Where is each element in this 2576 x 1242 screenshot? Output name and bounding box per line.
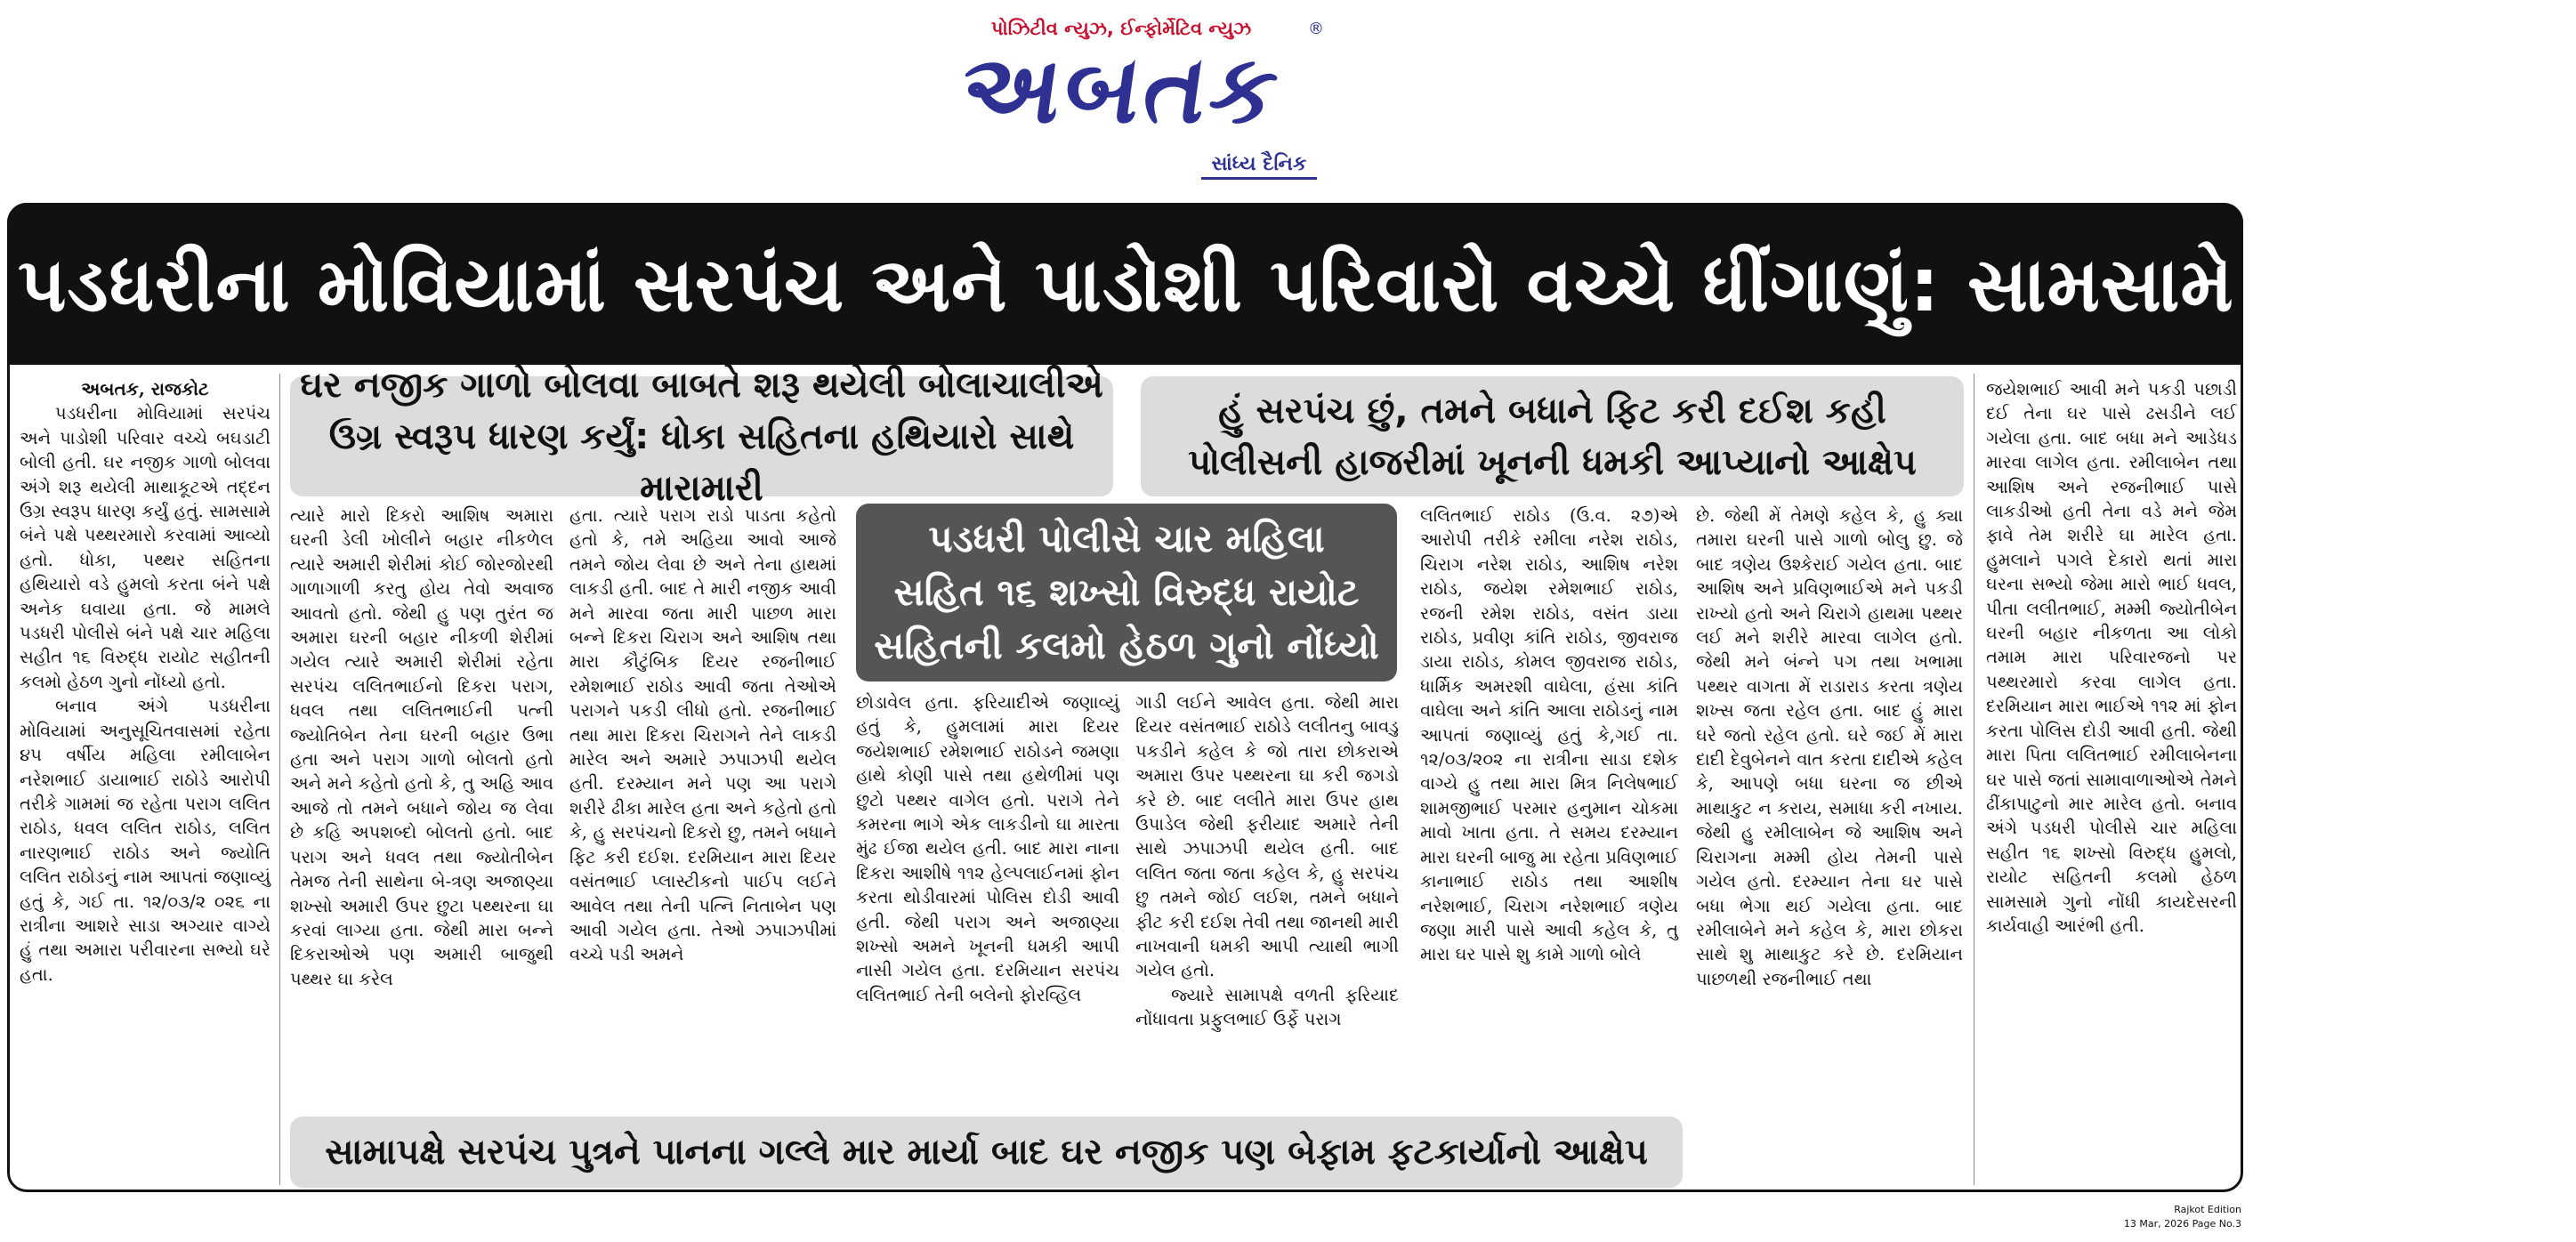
article-column-3	[569, 504, 836, 1112]
newspaper-logo: અબતક	[954, 35, 1288, 144]
subheadline-right-line2: પોલીસની હાજરીમાં ખૂનની ધમકી આપ્યાનો આક્ષેપ	[1188, 441, 1917, 483]
subheadline-bottom	[290, 1117, 1683, 1188]
highlight-box-line3: સહિતની કલમો હેઠળ ગુનો નોંધ્યો	[874, 624, 1379, 667]
subheadline-left-line1: ઘર નજીક ગાળો બોલવા બાબતે શરૂ થયેલી બોલાચાલીએ	[300, 364, 1103, 406]
article-column-1	[20, 377, 271, 1189]
article-column-5	[1135, 690, 1399, 1112]
masthead-tagline: પોઝિટીવ ન્યુઝ, ઈન્ફોર્મેટિવ ન્યુઝ	[990, 18, 1252, 39]
article-paragraph: પડધરીના મોવિયામાં સરપંચ અને પાડોશી પરિવાર વચ્ચે બઘડાટી બોલી હતી. ઘર નજીક ગાળો બોલવા અંગે શરૂ થયેલી માથાકૂટએ તદ્દન ઉગ્ર સ્વરૂપ ધારણ કર્યું હતું. સામસામે બંને પક્ષે પથ્થરમારો કરવામાં આવ્યો હતો. ધોકા, પથ્થર સહિતના હથિયારો વડે હુમલો કરતા બંને પક્ષે અનેક ઘવાયા હતા. જે મામલે પડધરી પોલીસે બંને પક્ષે ચાર મહિલા સહીત ૧૬ વિરુદ્ધ રાયોટ સહીતની કલમો હેઠળ ગુનો નોંધ્યો હતો.	[20, 403, 271, 692]
article-paragraph: હતા. ત્યારે પરાગ રાડો પાડતા કહેતો હતો કે, તમે અહિયા આવો આજે તમને જોય લેવા છે અને તેના હાથમાં લાકડી હતી. બાદ તે મારી નજીક આવી મને મારવા જતા મારી પાછળ મારા બન્ને દિકરા ચિરાગ અને આશિષ તથા મારા કૌટુંબિક દિયર રજનીભાઈ રમેશભાઈ રાઠોડ આવી જતા તેઓએ પરાગને પકડી લીધો હતો. રજનીભાઈ તથા મારા દિકરા ચિરાગને તેને લાકડી મારેલ અને અમારે ઝપાઝપી થયેલ હતી. દરમ્યાન મને પણ આ પરાગે શરીરે ઢીકા મારેલ હતા અને કહેતો હતો કે, હુ સરપંચનો દિકરો છુ, તમને બધાને ફિટ કરી દઈશ. દરમિયાન મારા દિયર વસંતભાઈ પ્લાસ્ટીકનો પાઈપ લઈને આવેલ તથા તેની પત્નિ નિતાબેન પણ આવી ગયેલ હતા. તેઓ ઝપાઝપીમાં વચ્ચે પડી અમને	[569, 505, 836, 965]
subheadline-left-line2: ઉગ્ર સ્વરૂપ ધારણ કર્યું: ધોકા સહિતના હથિયારો સાથે મારામારી	[328, 415, 1075, 509]
masthead	[0, 0, 2252, 196]
column-rule	[279, 374, 280, 1185]
subheadline-bottom-text: સામાપક્ષે સરપંચ પુત્રને પાનના ગલ્લે માર માર્યા બાદ ઘર નજીક પણ બેફામ ફટકાર્યાનો આક્ષેપ	[325, 1132, 1648, 1173]
article-column-6	[1420, 504, 1678, 1112]
article-paragraph: છોડાવેલ હતા. ફરિયાદીએ જણાવ્યું હતું કે, હુમલામાં મારા દિયર જયેશભાઈ રમેશભાઈ રાઠોડને જમણા હાથે કોણી પાસે તથા હથેળીમાં પણ છુટો પથ્થર વાગેલ હતો. પરાગે તેને કમરના ભાગે એક લાકડીનો ઘા મારતા મુંઢ ઈજા થયેલ હતી. બાદ મારા નાના દિકરા આશીષે ૧૧૨ હેલ્પલાઈનમાં ફોન કરતા થોડીવારમાં પોલિસ દોડી આવી હતી. જેથી પરાગ અને અજાણ્યા શખ્સો અમને ખૂનની ધમકી આપી નાસી ગયેલ હતા. દરમિયાન સરપંચ લલિતભાઈ તેની બલેનો ફોરવ્હિલ	[856, 692, 1119, 1005]
article-paragraph: જ્યારે સામાપક્ષે વળતી ફરિયાદ નોંધાવતા પ્રફુલભાઈ ઉર્ફે પરાગ	[1135, 984, 1399, 1030]
article-paragraph: બનાવ અંગે પડધરીના મોવિયામાં અનુસૂચિતવાસમાં રહેતા ૪૫ વર્ષીય મહિલા રમીલાબેન નરેશભાઈ ડાયાભાઈ રાઠોડે આરોપી તરીકે ગામમાં જ રહેતા પરાગ લલિત રાઠોડ, ધવલ લલિત રાઠોડ, લલિત નારણભાઈ રાઠોડ અને જ્યોતિ લલિત રાઠોડનું નામ આપતાં જણાવ્યું હતું કે, ગઈ તા. ૧૨/૦૩/૨ ૦૨૬ ના રાત્રીના આશરે સાડા અગ્યાર વાગ્યે હું તથા અમારા પરીવારના સભ્યો ઘરે હતા.	[20, 696, 271, 985]
subheadline-right-line1: હું સરપંચ છું, તમને બધાને ફિટ કરી દઈશ કહી	[1218, 390, 1886, 431]
highlight-box-line2: સહિત ૧૬ શખ્સો વિરુદ્ધ રાયોટ	[893, 570, 1360, 614]
edition-type-label: સાંધ્ય દૈનિક	[1201, 153, 1317, 180]
main-headline: પડધરીના મોવિયામાં સરપંચ અને પાડોશી પરિવારો વચ્ચે ધીંગાણું: સામસામે પથ્થરમારો	[18, 241, 2576, 328]
article-paragraph: છે. જેથી મેં તેમણે કહેલ કે, હુ ક્યા તમારા ઘરની પાસે ગાળો બોલુ છુ. જે બાદ ત્રણેય ઉશ્કેરાઈ ગયેલ હતા. બાદ આશિષ અને પ્રવિણભાઈએ મને પકડી રાખ્યો હતો અને ચિરાગે હાથમા પથ્થર લઈ મને શરીરે મારવા લાગેલ હતો. જેથી મને બંન્ને પગ તથા ખભામા પથ્થર વાગતા મેં રાડારાડ કરતા ત્રણેય શખ્સ જતા રહેલ હતા. બાદ હું મારા ઘરે જતો રહેલ હતો. ઘરે જઈ મેં મારા દાદી દેવુબેનને વાત કરતા દાદીએ કહેલ કે, આપણે બધા ઘરના જ છીએ માથાકુટ ન કરાય, સમાધા કરી નખાય. જેથી હુ રમીલાબેન જે આશિષ અને ચિરાગના મમ્મી હોય તેમની પાસે ગયેલ હતો. દરમ્યાન તેના ઘર પાસે બધા ભેગા થઈ ગયેલા હતા. બાદ રમીલાબેને મને કહેલ કે, મારા છોકરા સાથે શુ માથાકુટ કરે છે. દરમિયાન પાછળથી રજનીભાઈ તથા	[1696, 505, 1963, 989]
date-page-label: 13 Mar, 2026 Page No.3	[2123, 1218, 2241, 1230]
article-column-4	[856, 690, 1119, 1112]
article-paragraph: ગાડી લઈને આવેલ હતા. જેથી મારા દિયર વસંતભાઈ રાઠોડે લલીતનુ બાવડુ પકડીને કહેલ કે જો તારા છોકરાએ અમારા ઉપર પથ્થરના ઘા કરી જગડો કરે છે. બાદ લલીતે મારા ઉપર હાથ ઉપાડેલ જેથી ફરીયાદ અમારે તેની સાથે ઝપાઝપી થયેલ હતી. બાદ લલિત જતા જતા કહેલ કે, હુ સરપંચ છુ તમને જોઈ લઈશ, તમને બધાને ફીટ કરી દઈશ તેવી તથા જાનથી મારી નાખવાની ધમકી આપી ત્યાથી ભાગી ગયેલ હતો.	[1135, 692, 1399, 981]
article-column-2	[290, 504, 553, 1112]
subheadline-left	[290, 364, 1113, 509]
registered-mark: ®	[1308, 20, 1324, 38]
highlight-box-line1: પડધરી પોલીસે ચાર મહિલા	[928, 517, 1325, 561]
page-folio	[2124, 1203, 2241, 1231]
article-paragraph: ત્યારે મારો દિકરો આશિષ અમારા ઘરની ડેલી ખોલીને બહાર નીકળેલ ત્યારે અમારી શેરીમાં કોઈ જોરજોરથી ગાળાગાળી કરતુ હોય તેવો અવાજ આવતો હતો. જેથી હુ પણ તુરંત જ અમારા ઘરની બહાર નીકળી શેરીમાં ગયેલ ત્યારે અમારી શેરીમાં રહેતા સરપંચ લલિતભાઈનો દિકરા પરાગ, ધવલ તથા લલિતભાઈની પત્ની જ્યોતિબેન તેના ઘરની બહાર ઉભા હતા અને પરાગ ગાળો બોલતો હતો અને મને કહેતો હતો કે, તુ અહિ આવ આજે તો તમને બધાને જોય જ લેવા છે કહિ અપશબ્દો બોલતો હતો. બાદ પરાગ અને ધવલ તથા જ્યોતીબેન તેમજ તેની સાથેના બે-ત્રણ અજાણ્યા શખ્સો અમારી ઉપર છુટા પથ્થરના ઘા કરવાં લાગ્યા હતા. જેથી મારા બન્ને દિકરાઓએ પણ અમારી બાજુથી પથ્થર ઘા કરેલ	[290, 505, 553, 989]
article-column-7	[1696, 504, 1963, 1112]
article-column-8	[1986, 377, 2237, 1189]
dateline: અબતક, રાજકોટ	[81, 378, 209, 399]
subheadline-right	[1141, 376, 1964, 496]
highlight-box	[856, 504, 1397, 681]
article-paragraph: લલિતભાઈ રાઠોડ (ઉ.વ. ૨૭)એ આરોપી તરીકે રમીલા નરેશ રાઠોડ, ચિરાગ નરેશ રાઠોડ, આશિષ નરેશ રાઠોડ, જયેશ રમેશભાઈ રાઠોડ, રજની રમેશ રાઠોડ, વસંત ડાયા રાઠોડ, પ્રવીણ કાંતિ રાઠોડ, જીવરાજ ડાયા રાઠોડ, કોમલ જીવરાજ રાઠોડ, ધાર્મિક અમરશી વાઘેલા, હંસા કાંતિ વાઘેલા અને કાંતિ આલા રાઠોડનું નામ આપતાં જણાવ્યું હતું કે,ગઈ તા. ૧૨/૦૩/૨૦૨ ના રાત્રીના સાડા દશેક વાગ્યે હુ તથા મારા મિત્ર નિલેષભાઈ શામજીભાઈ પરમાર હનુમાન ચોકમા માવો ખાતા હતા. તે સમય દરમ્યાન મારા ઘરની બાજુ મા રહેતા પ્રવિણભાઈ કાનાભાઈ રાઠોડ તથા આશીષ નરેશભાઈ, ચિરાગ નરેશભાઈ ત્રણેય જણા મારી પાસે આવી કહેલ કે, તુ મારા ઘર પાસે શુ કામે ગાળો બોલે	[1420, 505, 1678, 965]
edition-label: Rajkot Edition	[2174, 1204, 2241, 1215]
article-paragraph: જયેશભાઈ આવી મને પકડી પછાડી દઈ તેના ઘર પાસે ઢસડીને લઈ ગયેલા હતા. બાદ બધા મને આડેધડ મારવા લાગેલ હતા. રમીલાબેન તથા આશિષ અને રજનીભાઈ પાસે લાકડીઓ હતી તેના વડે મને જેમ ફાવે તેમ શરીરે ઘા મારેલ હતા. હુમલાને પગલે દેકારો થતાં મારા ઘરના સભ્યો જેમા મારો ભાઈ ધવલ, પીતા લલીતભાઈ, મમ્મી જ્યોતીબેન ઘરની બહાર નીકળતા આ લોકો તમામ મારા પરિવારજનો પર પથ્થરમારો કરવા લાગેલ હતા. દરમિયાન મારા ભાઈએ ૧૧૨ માં ફોન કરતા પોલિસ દોડી આવી હતી. જેથી મારા પિતા લલિતભાઈ રમીલાબેનના ઘર પાસે જતાં સામાવાળાઓએ તેમને ઢીંકાપાટુનો માર મારેલ હતો. બનાવ અંગે પડધરી પોલીસે ચાર મહિલા સહીત ૧૬ શખ્સો વિરુદ્ધ હુમલો, રાયોટ સહિતની કલમો હેઠળ સામસામે ગુનો નોંધી કાયદેસરની કાર્યવાહી આરંભી હતી.	[1986, 379, 2237, 936]
